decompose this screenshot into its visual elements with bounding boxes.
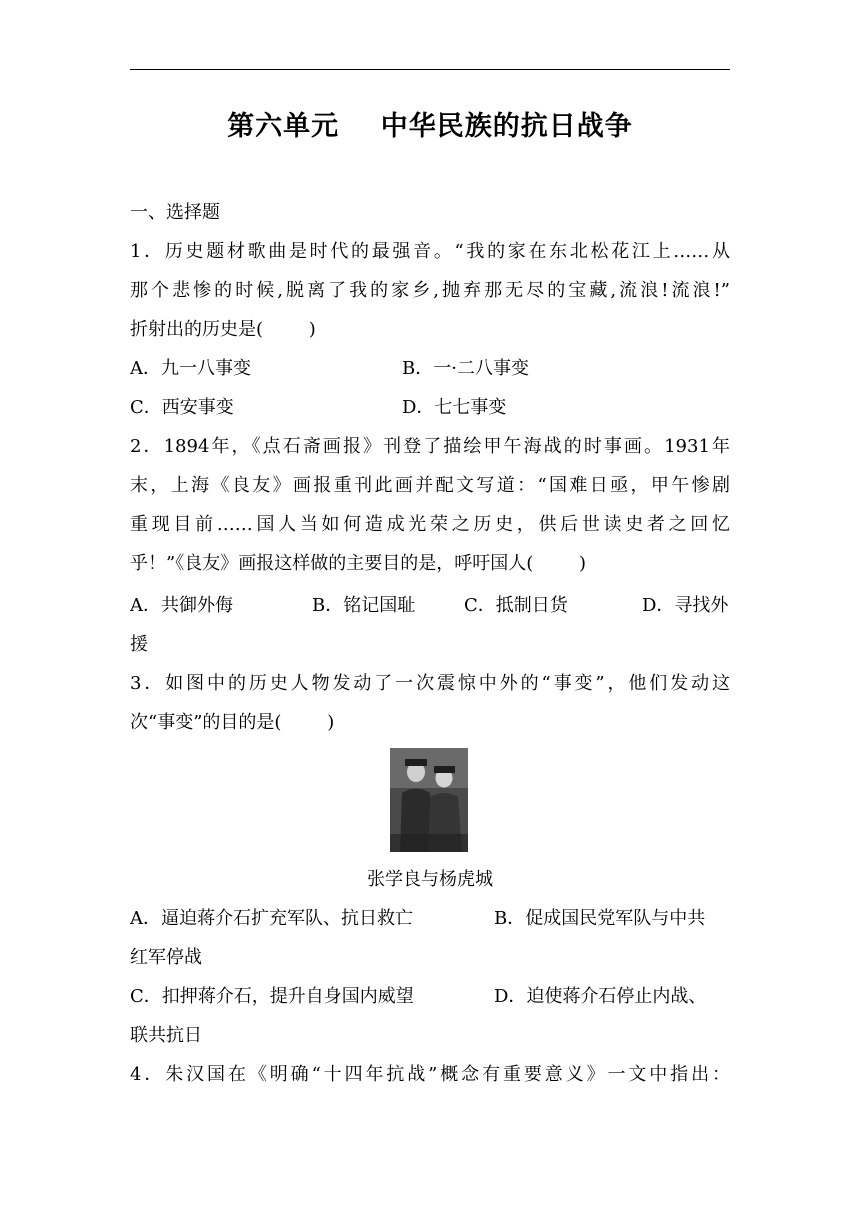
q2-option-b[interactable]: B．铭记国耻 bbox=[312, 595, 416, 616]
q1-line-2: 那个悲惨的时候,脱离了我的家乡,抛弃那无尽的宝藏,流浪!流浪!” bbox=[130, 280, 730, 301]
q1-option-a[interactable]: A．九一八事变 bbox=[130, 358, 251, 379]
photo-caption: 张学良与杨虎城 bbox=[367, 869, 493, 890]
q2-option-d[interactable]: D．寻找外 bbox=[642, 595, 729, 616]
q2-line-2: 末，上海《良友》画报重刊此画并配文写道：“国难日亟，甲午惨剧 bbox=[130, 475, 730, 496]
q3-line-2: 次“事变”的目的是( ) bbox=[130, 712, 335, 733]
q1-option-b[interactable]: B．一·二八事变 bbox=[402, 358, 529, 379]
header-rule bbox=[130, 69, 730, 70]
q3-option-d[interactable]: D．迫使蒋介石停止内战、 bbox=[494, 986, 707, 1007]
q2-option-a[interactable]: A．共御外侮 bbox=[130, 595, 233, 616]
q3-option-b[interactable]: B．促成国民党军队与中共 bbox=[494, 908, 706, 929]
q1-line-1: 1．历史题材歌曲是时代的最强音。“我的家在东北松花江上……从 bbox=[130, 241, 730, 262]
q4-line-1: 4．朱汉国在《明确“十四年抗战”概念有重要意义》一文中指出： bbox=[130, 1064, 730, 1085]
q1-line-3: 折射出的历史是( ) bbox=[130, 319, 316, 340]
historical-photo bbox=[390, 748, 468, 852]
q2-line-4: 乎！”《良友》画报这样做的主要目的是，呼吁国人( ) bbox=[130, 553, 587, 574]
q3-option-d-wrap: 联共抗日 bbox=[130, 1025, 202, 1046]
page-title: 第六单元 中华民族的抗日战争 bbox=[227, 111, 633, 142]
q1-option-c[interactable]: C．西安事变 bbox=[130, 397, 234, 418]
q3-option-c[interactable]: C．扣押蒋介石，提升自身国内威望 bbox=[130, 986, 414, 1007]
q2-option-c[interactable]: C．抵制日货 bbox=[464, 595, 568, 616]
q3-line-1: 3．如图中的历史人物发动了一次震惊中外的“事变”，他们发动这 bbox=[130, 673, 730, 694]
section-heading: 一、选择题 bbox=[130, 202, 220, 223]
q3-option-a[interactable]: A．逼迫蒋介石扩充军队、抗日救亡 bbox=[130, 908, 413, 929]
q2-option-d-wrap: 援 bbox=[130, 634, 148, 655]
photo-figures-icon bbox=[390, 748, 468, 852]
q1-option-d[interactable]: D．七七事变 bbox=[402, 397, 507, 418]
q2-line-3: 重现目前……国人当如何造成光荣之历史，供后世读史者之回忆 bbox=[130, 514, 730, 535]
q2-line-1: 2．1894年，《点石斋画报》刊登了描绘甲午海战的时事画。1931年 bbox=[130, 436, 730, 457]
q3-option-b-wrap: 红军停战 bbox=[130, 947, 202, 968]
